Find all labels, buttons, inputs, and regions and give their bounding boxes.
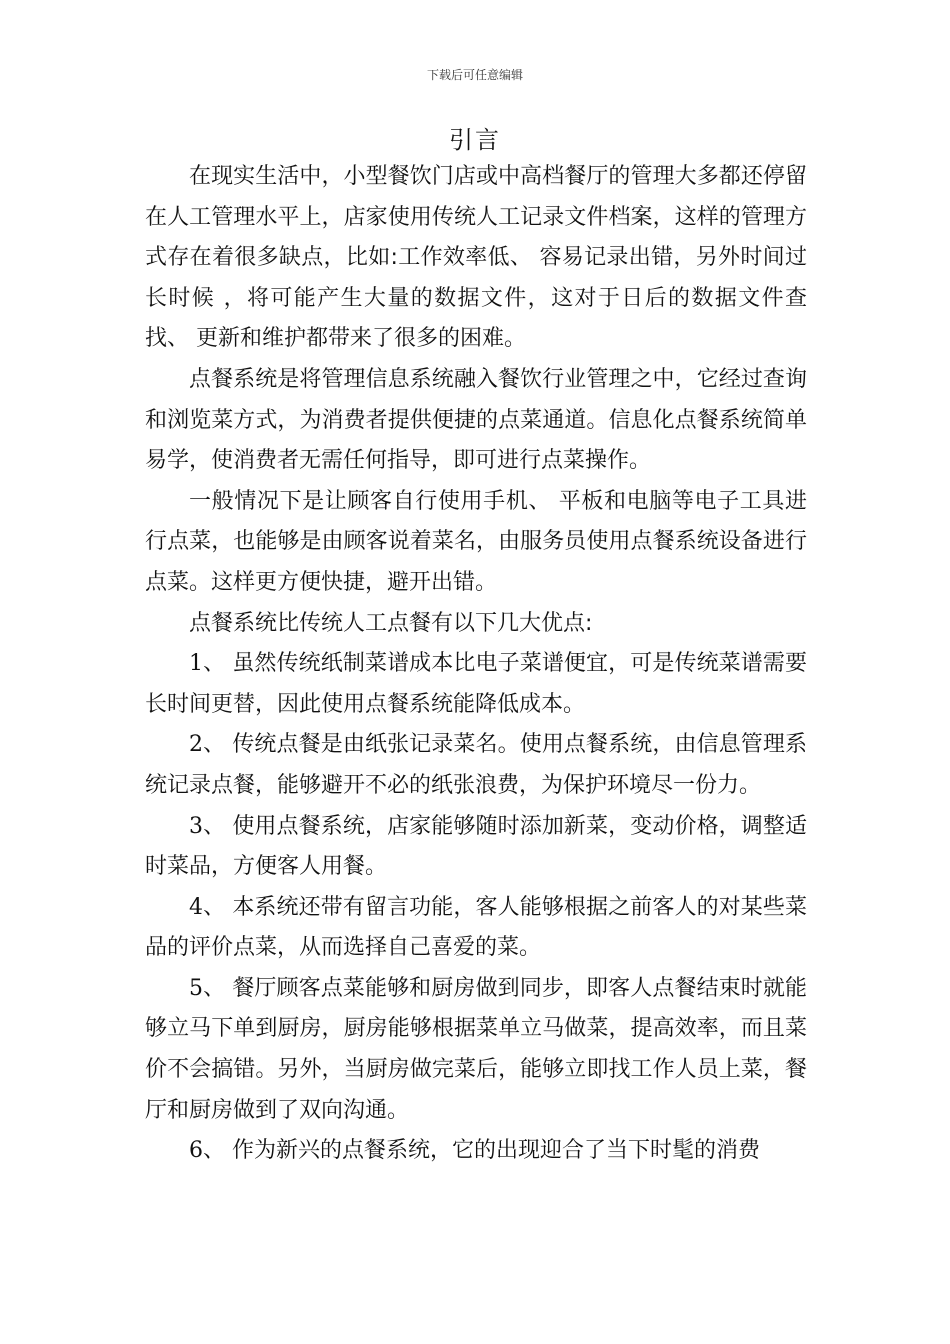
list-item [145, 969, 807, 1131]
list-item-text: 使用点餐系统，店家能够随时添加新菜，变动价格，调整适时菜品，方便客人用餐。 [145, 813, 807, 880]
list-item [145, 725, 807, 806]
body-text [145, 157, 807, 1172]
paragraph: 点餐系统比传统人工点餐有以下几大优点: [189, 610, 593, 636]
list-item-text: 餐厅顾客点菜能够和厨房做到同步，即客人点餐结束时就能够立马下单到厨房，厨房能够根据菜单立马做菜，提高效率，而且菜价不会搞错。另外，当厨房做完菜后，能够立即找工作人员上菜，餐厅和厨房做到了双向沟通。 [145, 975, 807, 1123]
list-item-number: 6、 [189, 1138, 225, 1164]
list-item [145, 644, 807, 725]
list-item-number: 2、 [189, 732, 226, 758]
page-header: 下载后可任意编辑 [426, 68, 523, 82]
list-item-text: 本系统还带有留言功能，客人能够根据之前客人的对某些菜品的评价点菜，从而选择自己喜爱的菜。 [145, 894, 807, 961]
list-item-number: 1、 [189, 651, 226, 677]
list-item-number: 5、 [189, 975, 226, 1001]
page-title: 引言 [449, 126, 501, 154]
list-item [145, 807, 807, 888]
paragraph: 一般情况下是让顾客自行使用手机、 平板和电脑等电子工具进行点菜，也能够是由顾客说着菜名，由服务员使用点餐系统设备进行点菜。这样更方便快捷，避开出错。 [145, 488, 807, 595]
list-item-number: 3、 [189, 813, 226, 839]
paragraph: 点餐系统是将管理信息系统融入餐饮行业管理之中，它经过查询和浏览菜方式，为消费者提供便捷的点菜通道。信息化点餐系统简单易学，使消费者无需任何指导，即可进行点菜操作。 [145, 366, 807, 474]
list-item [145, 888, 807, 969]
paragraph: 在现实生活中，小型餐饮门店或中高档餐厅的管理大多都还停留在人工管理水平上，店家使用传统人工记录文件档案，这样的管理方式存在着很多缺点，比如:工作效率低、 容易记录出错，另外时间过长时候 ，将可能产生大量的数据文件，这对于日后的数据文件查找、 更新和维护都带来了很多的困难。 [145, 164, 807, 352]
list-item-text: 传统点餐是由纸张记录菜名。使用点餐系统，由信息管理系统记录点餐，能够避开不必的纸张浪费，为保护环境尽一份力。 [145, 732, 807, 798]
list-item [145, 1131, 807, 1172]
list-item-number: 4、 [189, 894, 226, 920]
list-item-text: 虽然传统纸制菜谱成本比电子菜谱便宜，可是传统菜谱需要长时间更替，因此使用点餐系统能降低成本。 [145, 651, 807, 717]
list-item-text: 作为新兴的点餐系统，它的出现迎合了当下时髦的消费 [225, 1138, 760, 1164]
